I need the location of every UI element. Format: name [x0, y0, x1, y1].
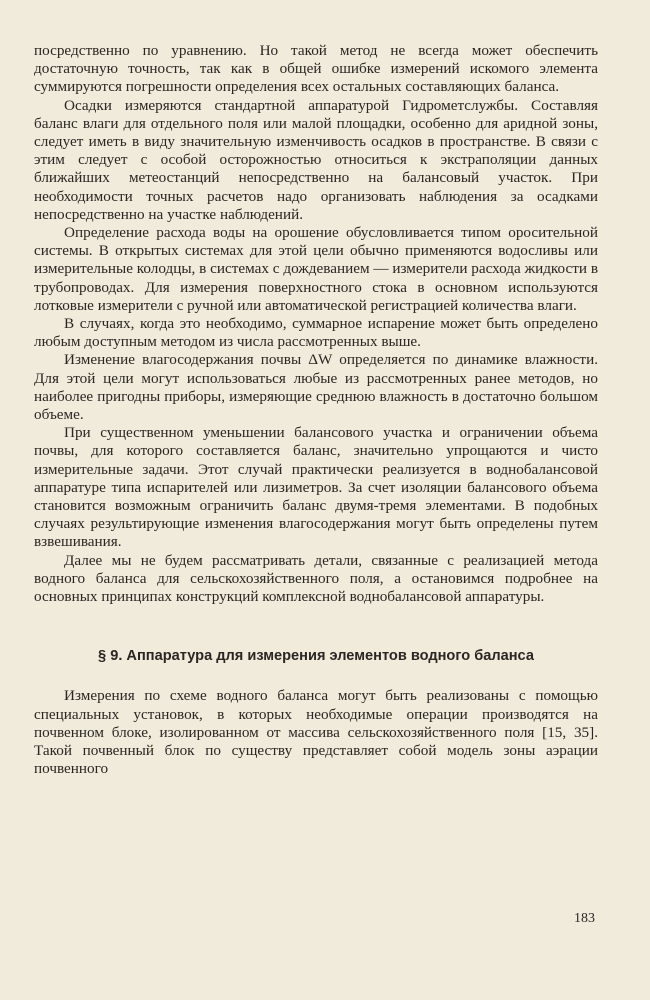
paragraph-3: Определение расхода воды на орошение обусловливается типом оросительной системы. В открытых системах для этой цели обычно применяются водосливы или измерительные колодцы, в системах с дождеванием — измерители расхода жидкости в трубопроводах. Для измерения поверхностного стока в основном используются лотковые измерители с ручной или автоматической регистрацией количества влаги.	[34, 224, 598, 314]
paragraph-4: В случаях, когда это необходимо, суммарное испарение может быть определено любым доступным методом из числа рассмотренных выше.	[34, 315, 598, 351]
section-heading: § 9. Аппаратура для измерения элементов водного баланса	[98, 648, 534, 665]
paragraph-1: посредственно по уравнению. Но такой метод не всегда может обеспечить достаточную точность, так как в общей ошибке измерений искомого элемента суммируются погрешности определения всех остальных составляющих баланса.	[34, 42, 598, 96]
section-paragraph-1: Измерения по схеме водного баланса могут быть реализованы с помощью специальных установок, в которых необходимые операции производятся на почвенном блоке, изолированном от массива сельскохозяйственного поля [15, 35]. Такой почвенный блок по существу представляет собой модель зоны аэрации почвенного	[34, 687, 598, 778]
paragraph-2: Осадки измеряются стандартной аппаратурой Гидрометслужбы. Составляя баланс влаги для отдельного поля или малой площадки, особенно для аридной зоны, следует иметь в виду значительную изменчивость осадков в пространстве. В связи с этим следует с особой осторожностью относиться к экстраполяции данных ближайших метеостанций непосредственно на балансовый участок. При необходимости точных расчетов надо организовать наблюдения за осадками непосредственно на участке наблюдений.	[34, 96, 598, 223]
page-number: 183	[574, 911, 595, 926]
paragraph-5: Изменение влагосодержания почвы ΔW определяется по динамике влажности. Для этой цели могут использоваться любые из рассмотренных ранее методов, но наиболее пригодны приборы, измеряющие среднюю влажность в достаточно большом объеме.	[34, 351, 598, 424]
paragraph-6: При существенном уменьшении балансового участка и ограничении объема почвы, для которого составляется баланс, значительно упрощаются и чисто измерительные задачи. Этот случай практически реализуется в воднобалансовой аппаратуре типа испарителей или лизиметров. За счет изоляции балансового объема становится возможным ограничить баланс двумя-тремя элементами. В подобных случаях результирующие изменения влагосодержания могут быть определены путем взвешивания.	[34, 424, 598, 551]
paragraph-7: Далее мы не будем рассматривать детали, связанные с реализацией метода водного баланса для сельскохозяйственного поля, а остановимся подробнее на основных принципах конструкций комплексной воднобалансовой аппаратуры.	[34, 551, 598, 606]
page-body	[34, 42, 598, 778]
